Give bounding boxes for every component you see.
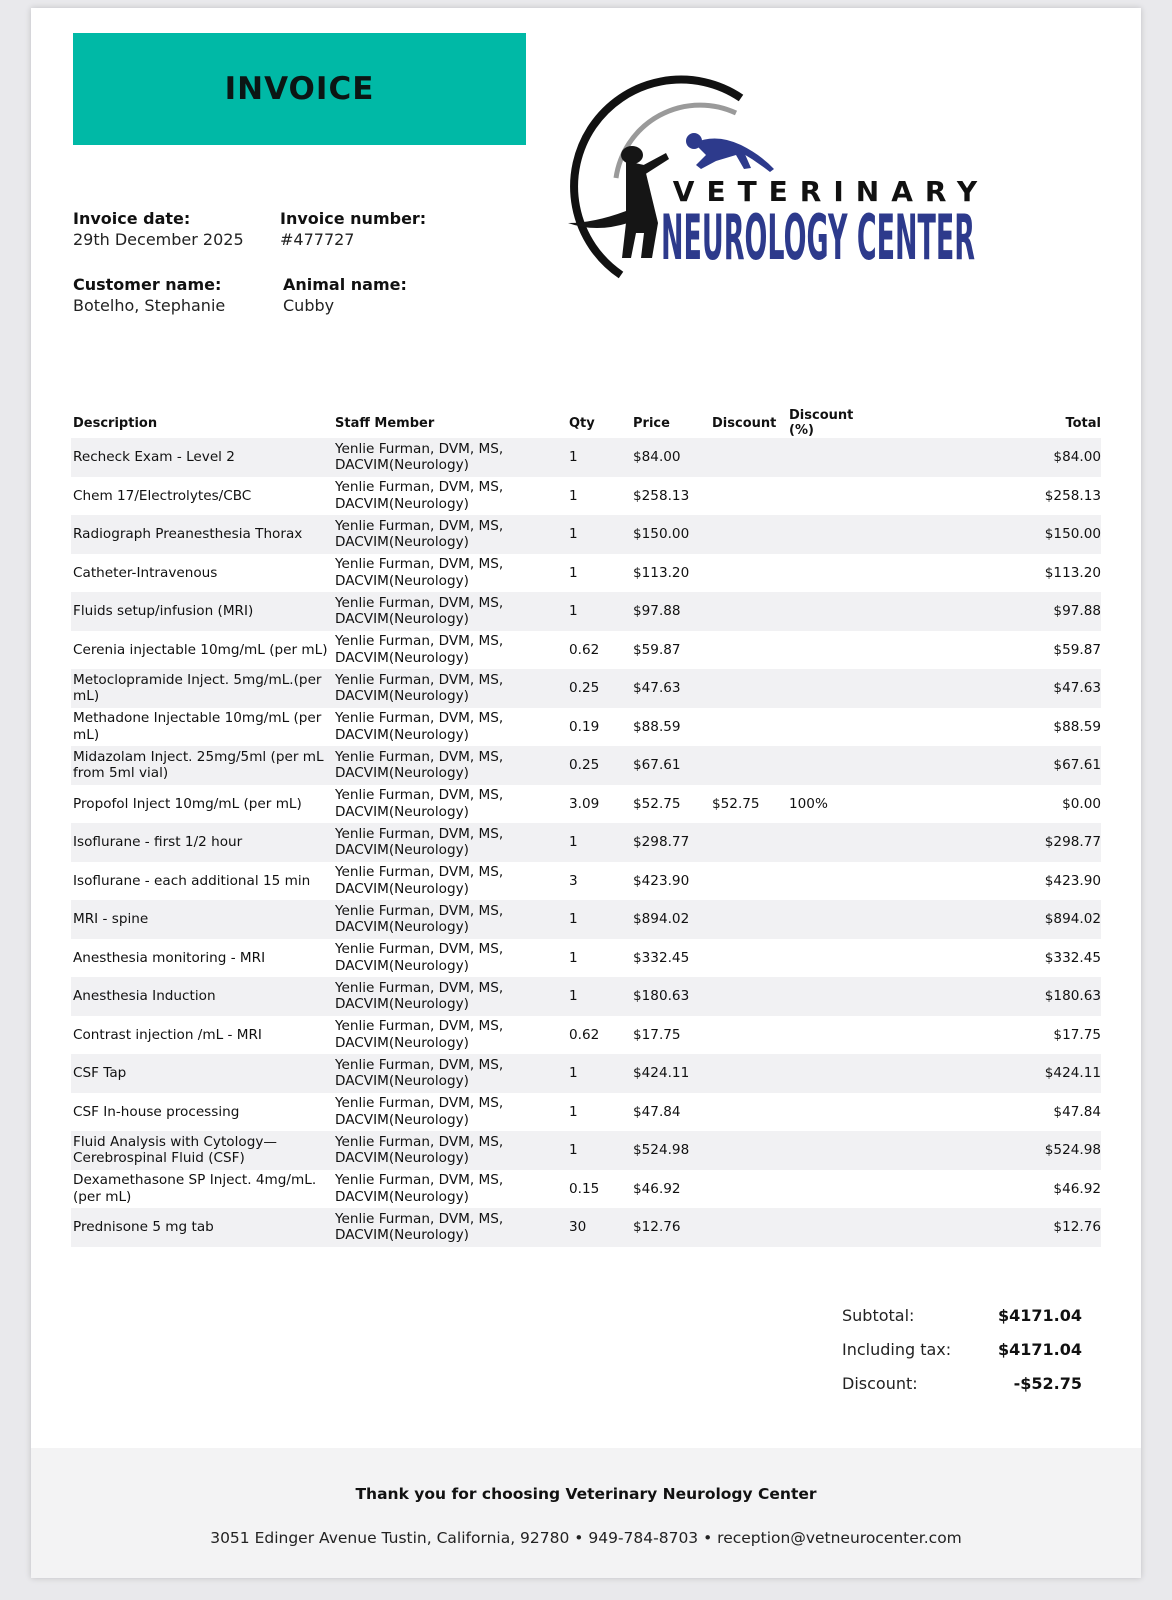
customer-name-block — [73, 274, 225, 316]
table-row — [71, 1131, 1101, 1170]
cell-discount-pct — [787, 746, 975, 785]
customer-name-label: Customer name: — [73, 275, 222, 294]
footer — [31, 1448, 1141, 1578]
cell-price: $47.84 — [631, 1093, 710, 1132]
cell-description: Propofol Inject 10mg/mL (per mL) — [71, 785, 333, 824]
cell-price: $84.00 — [631, 438, 710, 477]
cell-staff: Yenlie Furman, DVM, MS, DACVIM(Neurology) — [333, 631, 567, 670]
cell-total: $298.77 — [975, 823, 1101, 862]
cell-discount — [710, 746, 787, 785]
cell-qty: 3.09 — [567, 785, 631, 824]
cell-total: $47.84 — [975, 1093, 1101, 1132]
table-row — [71, 862, 1101, 901]
cell-discount — [710, 554, 787, 593]
cell-total: $59.87 — [975, 631, 1101, 670]
table-row — [71, 823, 1101, 862]
cell-qty: 1 — [567, 438, 631, 477]
cell-qty: 1 — [567, 823, 631, 862]
invoice-date-block — [73, 208, 244, 250]
cell-discount — [710, 1170, 787, 1209]
table-row — [71, 515, 1101, 554]
cell-description: Fluid Analysis with Cytology—Cerebrospinal Fluid (CSF) — [71, 1131, 333, 1170]
cell-discount-pct — [787, 1054, 975, 1093]
cell-discount — [710, 1054, 787, 1093]
cell-description: Midazolam Inject. 25mg/5ml (per mL from 5ml vial) — [71, 746, 333, 785]
col-header-qty: Qty — [569, 415, 595, 431]
cell-discount-pct — [787, 477, 975, 516]
cell-total: $46.92 — [975, 1170, 1101, 1209]
cell-description: Metoclopramide Inject. 5mg/mL.(per mL) — [71, 669, 333, 708]
cell-qty: 0.25 — [567, 669, 631, 708]
cell-total: $0.00 — [975, 785, 1101, 824]
table-row — [71, 977, 1101, 1016]
cell-total: $258.13 — [975, 477, 1101, 516]
cell-staff: Yenlie Furman, DVM, MS, DACVIM(Neurology) — [333, 1131, 567, 1170]
cell-description: Dexamethasone SP Inject. 4mg/mL. (per mL) — [71, 1170, 333, 1209]
cell-price: $298.77 — [631, 823, 710, 862]
cell-description: Radiograph Preanesthesia Thorax — [71, 515, 333, 554]
cell-price: $47.63 — [631, 669, 710, 708]
cell-staff: Yenlie Furman, DVM, MS, DACVIM(Neurology) — [333, 746, 567, 785]
table-row — [71, 477, 1101, 516]
cell-discount-pct — [787, 438, 975, 477]
cell-total: $113.20 — [975, 554, 1101, 593]
invoice-title-bar — [73, 33, 526, 145]
cell-qty: 1 — [567, 554, 631, 593]
cell-total: $88.59 — [975, 708, 1101, 747]
invoice-number-value: #477727 — [280, 230, 355, 249]
invoice-date-label: Invoice date: — [73, 209, 191, 228]
cell-discount-pct — [787, 1170, 975, 1209]
cell-price: $88.59 — [631, 708, 710, 747]
cell-discount — [710, 669, 787, 708]
subtotal-value: $4171.04 — [997, 1305, 1082, 1325]
cell-discount — [710, 823, 787, 862]
cell-price: $17.75 — [631, 1016, 710, 1055]
cell-description: Contrast injection /mL - MRI — [71, 1016, 333, 1055]
discount-value: -$52.75 — [1013, 1373, 1082, 1393]
cell-discount — [710, 631, 787, 670]
cell-price: $258.13 — [631, 477, 710, 516]
cell-staff: Yenlie Furman, DVM, MS, DACVIM(Neurology) — [333, 939, 567, 978]
cell-staff: Yenlie Furman, DVM, MS, DACVIM(Neurology) — [333, 669, 567, 708]
cell-discount — [710, 1016, 787, 1055]
subtotal-row — [842, 1298, 1082, 1332]
cell-discount — [710, 939, 787, 978]
cell-discount — [710, 1208, 787, 1247]
cell-discount-pct — [787, 939, 975, 978]
cell-qty: 3 — [567, 862, 631, 901]
cell-qty: 1 — [567, 1054, 631, 1093]
table-row — [71, 438, 1101, 477]
cell-qty: 30 — [567, 1208, 631, 1247]
cell-discount-pct — [787, 554, 975, 593]
table-row — [71, 746, 1101, 785]
cell-price: $524.98 — [631, 1131, 710, 1170]
cell-staff: Yenlie Furman, DVM, MS, DACVIM(Neurology) — [333, 1016, 567, 1055]
cell-total: $424.11 — [975, 1054, 1101, 1093]
cell-staff: Yenlie Furman, DVM, MS, DACVIM(Neurology) — [333, 438, 567, 477]
cell-description: CSF In-house processing — [71, 1093, 333, 1132]
cell-discount-pct — [787, 1131, 975, 1170]
cell-description: CSF Tap — [71, 1054, 333, 1093]
cell-discount-pct — [787, 1208, 975, 1247]
cell-staff: Yenlie Furman, DVM, MS, DACVIM(Neurology) — [333, 785, 567, 824]
cell-discount — [710, 438, 787, 477]
table-row — [71, 708, 1101, 747]
cell-discount-pct — [787, 708, 975, 747]
cell-discount — [710, 862, 787, 901]
cell-description: Fluids setup/infusion (MRI) — [71, 592, 333, 631]
cell-staff: Yenlie Furman, DVM, MS, DACVIM(Neurology) — [333, 708, 567, 747]
cell-qty: 1 — [567, 939, 631, 978]
logo-text-neurology-center: NEUROLOGY CENTER — [661, 201, 975, 274]
cell-staff: Yenlie Furman, DVM, MS, DACVIM(Neurology) — [333, 1208, 567, 1247]
cell-total: $67.61 — [975, 746, 1101, 785]
cell-description: Catheter-Intravenous — [71, 554, 333, 593]
cell-total: $894.02 — [975, 900, 1101, 939]
cell-discount-pct — [787, 1016, 975, 1055]
invoice-date-value: 29th December 2025 — [73, 230, 244, 249]
cell-price: $332.45 — [631, 939, 710, 978]
cell-total: $47.63 — [975, 669, 1101, 708]
table-row — [71, 554, 1101, 593]
cell-discount — [710, 592, 787, 631]
cell-discount-pct — [787, 1093, 975, 1132]
cell-total: $12.76 — [975, 1208, 1101, 1247]
tax-row — [842, 1332, 1082, 1366]
cell-price: $150.00 — [631, 515, 710, 554]
invoice-number-block — [280, 208, 426, 250]
col-header-staff: Staff Member — [335, 415, 435, 431]
totals-block — [842, 1298, 1082, 1400]
animal-name-label: Animal name: — [283, 275, 407, 294]
cell-description: Isoflurane - each additional 15 min — [71, 862, 333, 901]
subtotal-label: Subtotal: — [842, 1305, 915, 1325]
cell-staff: Yenlie Furman, DVM, MS, DACVIM(Neurology) — [333, 477, 567, 516]
table-row — [71, 1093, 1101, 1132]
table-row — [71, 669, 1101, 708]
cell-discount-pct: 100% — [787, 785, 975, 824]
cell-price: $894.02 — [631, 900, 710, 939]
cat-silhouette-icon — [686, 133, 774, 172]
cell-price: $59.87 — [631, 631, 710, 670]
cell-qty: 1 — [567, 515, 631, 554]
logo-text-veterinary: VETERINARY — [672, 175, 990, 208]
cell-total: $84.00 — [975, 438, 1101, 477]
tax-label: Including tax: — [842, 1339, 952, 1359]
cell-discount-pct — [787, 592, 975, 631]
line-items-table — [71, 408, 1101, 1247]
cell-price: $423.90 — [631, 862, 710, 901]
cell-qty: 1 — [567, 977, 631, 1016]
cell-price: $52.75 — [631, 785, 710, 824]
cell-total: $332.45 — [975, 939, 1101, 978]
clinic-logo — [546, 73, 1006, 288]
cell-qty: 0.25 — [567, 746, 631, 785]
cell-discount-pct — [787, 669, 975, 708]
table-row — [71, 1170, 1101, 1209]
cell-description: Prednisone 5 mg tab — [71, 1208, 333, 1247]
cell-price: $424.11 — [631, 1054, 710, 1093]
cell-discount-pct — [787, 823, 975, 862]
col-header-total: Total — [1065, 415, 1101, 431]
cell-qty: 1 — [567, 900, 631, 939]
table-header-row — [71, 408, 1101, 438]
cell-price: $67.61 — [631, 746, 710, 785]
col-header-price: Price — [633, 415, 670, 431]
cell-staff: Yenlie Furman, DVM, MS, DACVIM(Neurology) — [333, 900, 567, 939]
col-header-discount-pct-text: Discount (%) — [789, 408, 854, 438]
invoice-sheet — [31, 8, 1141, 1578]
cell-qty: 1 — [567, 1093, 631, 1132]
cell-description: Chem 17/Electrolytes/CBC — [71, 477, 333, 516]
footer-contact: 3051 Edinger Avenue Tustin, California, 92780 • 949-784-8703 • reception@vetneurocenter.com — [210, 1529, 962, 1547]
col-header-discount-pct — [787, 408, 975, 438]
cell-description: Isoflurane - first 1/2 hour — [71, 823, 333, 862]
cell-discount — [710, 900, 787, 939]
footer-thanks: Thank you for choosing Veterinary Neurology Center — [355, 1485, 817, 1503]
cell-qty: 0.19 — [567, 708, 631, 747]
cell-staff: Yenlie Furman, DVM, MS, DACVIM(Neurology) — [333, 823, 567, 862]
cell-discount-pct — [787, 862, 975, 901]
invoice-number-label: Invoice number: — [280, 209, 427, 228]
cell-description: Recheck Exam - Level 2 — [71, 438, 333, 477]
cell-discount: $52.75 — [710, 785, 787, 824]
table-row — [71, 1208, 1101, 1247]
table-row — [71, 900, 1101, 939]
cell-staff: Yenlie Furman, DVM, MS, DACVIM(Neurology) — [333, 1093, 567, 1132]
cell-price: $12.76 — [631, 1208, 710, 1247]
cell-description: Anesthesia monitoring - MRI — [71, 939, 333, 978]
cell-qty: 0.62 — [567, 1016, 631, 1055]
table-row — [71, 631, 1101, 670]
cell-total: $97.88 — [975, 592, 1101, 631]
col-header-discount: Discount — [712, 415, 777, 431]
cell-staff: Yenlie Furman, DVM, MS, DACVIM(Neurology) — [333, 1054, 567, 1093]
animal-name-block — [283, 274, 407, 316]
cell-price: $97.88 — [631, 592, 710, 631]
cell-discount — [710, 1093, 787, 1132]
cell-total: $17.75 — [975, 1016, 1101, 1055]
cell-discount-pct — [787, 977, 975, 1016]
cell-qty: 0.62 — [567, 631, 631, 670]
cell-discount — [710, 477, 787, 516]
col-header-description: Description — [73, 415, 158, 431]
invoice-title: INVOICE — [224, 71, 375, 107]
cell-discount-pct — [787, 515, 975, 554]
cell-staff: Yenlie Furman, DVM, MS, DACVIM(Neurology) — [333, 977, 567, 1016]
cell-price: $46.92 — [631, 1170, 710, 1209]
cell-total: $150.00 — [975, 515, 1101, 554]
cell-discount — [710, 977, 787, 1016]
cell-discount — [710, 515, 787, 554]
cell-discount-pct — [787, 631, 975, 670]
table-row — [71, 785, 1101, 824]
cell-description: Anesthesia Induction — [71, 977, 333, 1016]
cell-discount — [710, 1131, 787, 1170]
cell-total: $524.98 — [975, 1131, 1101, 1170]
cell-qty: 0.15 — [567, 1170, 631, 1209]
tax-value: $4171.04 — [997, 1339, 1082, 1359]
cell-staff: Yenlie Furman, DVM, MS, DACVIM(Neurology) — [333, 515, 567, 554]
cell-description: Cerenia injectable 10mg/mL (per mL) — [71, 631, 333, 670]
cell-staff: Yenlie Furman, DVM, MS, DACVIM(Neurology) — [333, 862, 567, 901]
cell-qty: 1 — [567, 1131, 631, 1170]
animal-name-value: Cubby — [283, 296, 335, 315]
table-row — [71, 939, 1101, 978]
table-row — [71, 1054, 1101, 1093]
table-row — [71, 592, 1101, 631]
cell-description: Methadone Injectable 10mg/mL (per mL) — [71, 708, 333, 747]
cell-qty: 1 — [567, 477, 631, 516]
cell-discount-pct — [787, 900, 975, 939]
discount-row — [842, 1366, 1082, 1400]
discount-label: Discount: — [842, 1373, 918, 1393]
cell-price: $113.20 — [631, 554, 710, 593]
cell-staff: Yenlie Furman, DVM, MS, DACVIM(Neurology) — [333, 1170, 567, 1209]
cell-staff: Yenlie Furman, DVM, MS, DACVIM(Neurology) — [333, 554, 567, 593]
cell-total: $180.63 — [975, 977, 1101, 1016]
cell-staff: Yenlie Furman, DVM, MS, DACVIM(Neurology) — [333, 592, 567, 631]
cell-description: MRI - spine — [71, 900, 333, 939]
table-row — [71, 1016, 1101, 1055]
cell-price: $180.63 — [631, 977, 710, 1016]
cell-qty: 1 — [567, 592, 631, 631]
customer-name-value: Botelho, Stephanie — [73, 296, 226, 315]
cell-discount — [710, 708, 787, 747]
cell-total: $423.90 — [975, 862, 1101, 901]
